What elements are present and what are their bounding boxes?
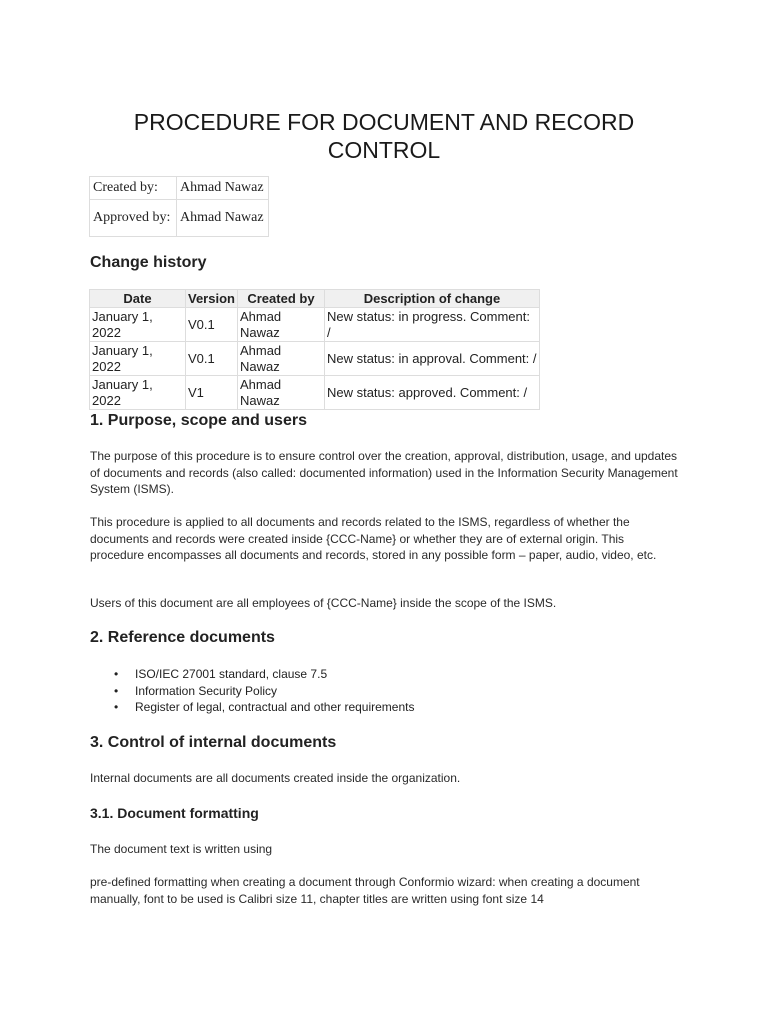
approved-by-row xyxy=(90,200,269,237)
section-3-paragraph-2: The document text is written using xyxy=(90,842,273,856)
cell-created-by: Ahmad Nawaz xyxy=(237,376,324,410)
created-by-row xyxy=(90,177,269,200)
approved-by-value: Ahmad Nawaz xyxy=(177,200,269,237)
cell-date: January 1, 2022 xyxy=(90,376,186,410)
cell-description: New status: approved. Comment: / xyxy=(324,376,539,410)
cell-description: New status: in progress. Comment: / xyxy=(324,308,539,342)
created-by-value: Ahmad Nawaz xyxy=(177,177,269,200)
change-history-heading: Change history xyxy=(90,254,207,271)
section-1-heading: 1. Purpose, scope and users xyxy=(90,412,307,429)
cell-version: V1 xyxy=(186,376,238,410)
section-1-paragraph-2: This procedure is applied to all documents and records related to the ISMS, regardless of whether the documents and records were created inside {CCC-Name} or whether they are of external origin. This procedure encompasses all documents and records, stored in any possible form – paper, audio, video, etc. xyxy=(90,515,657,562)
title-line-1: PROCEDURE FOR DOCUMENT AND RECORD xyxy=(133,109,635,135)
section-1-paragraph-3: Users of this document are all employees of {CCC-Name} inside the scope of the ISMS. xyxy=(90,596,557,610)
cell-version: V0.1 xyxy=(186,308,238,342)
column-header-date: Date xyxy=(90,290,186,308)
created-by-label: Created by: xyxy=(90,177,177,200)
column-header-description: Description of change xyxy=(324,290,539,308)
cell-version: V0.1 xyxy=(186,342,238,376)
cell-date: January 1, 2022 xyxy=(90,342,186,376)
section-2-heading: 2. Reference documents xyxy=(90,629,275,646)
section-3-paragraph-1: Internal documents are all documents created inside the organization. xyxy=(90,771,461,785)
cell-created-by: Ahmad Nawaz xyxy=(237,342,324,376)
section-1-paragraph-1: The purpose of this procedure is to ensure control over the creation, approval, distribution, usage, and updates of documents and records (also called: documented information) used in the Information Security Management System (ISMS). xyxy=(90,449,678,496)
column-header-created-by: Created by xyxy=(237,290,324,308)
cell-created-by: Ahmad Nawaz xyxy=(237,308,324,342)
column-header-version: Version xyxy=(186,290,238,308)
document-title xyxy=(0,108,768,164)
authorship-table xyxy=(89,176,269,237)
table-row xyxy=(90,308,540,342)
section-3-1-heading: 3.1. Document formatting xyxy=(90,805,259,821)
change-history-table xyxy=(89,289,540,410)
list-item: • ISO/IEC 27001 standard, clause 7.5 xyxy=(90,666,415,683)
title-line-2: CONTROL xyxy=(327,137,441,163)
approved-by-label: Approved by: xyxy=(90,200,177,237)
cell-date: January 1, 2022 xyxy=(90,308,186,342)
table-row xyxy=(90,342,540,376)
reference-list xyxy=(90,666,415,716)
section-3-heading: 3. Control of internal documents xyxy=(90,734,337,751)
cell-description: New status: in approval. Comment: / xyxy=(324,342,539,376)
section-3-paragraph-3: pre-defined formatting when creating a document through Conformio wizard: when creating a document manually, font to be used is Calibri size 11, chapter titles are written using font size 14 xyxy=(90,875,640,906)
list-item: • Register of legal, contractual and other requirements xyxy=(90,699,415,716)
table-row xyxy=(90,376,540,410)
list-item: • Information Security Policy xyxy=(90,683,415,700)
table-header-row xyxy=(90,290,540,308)
